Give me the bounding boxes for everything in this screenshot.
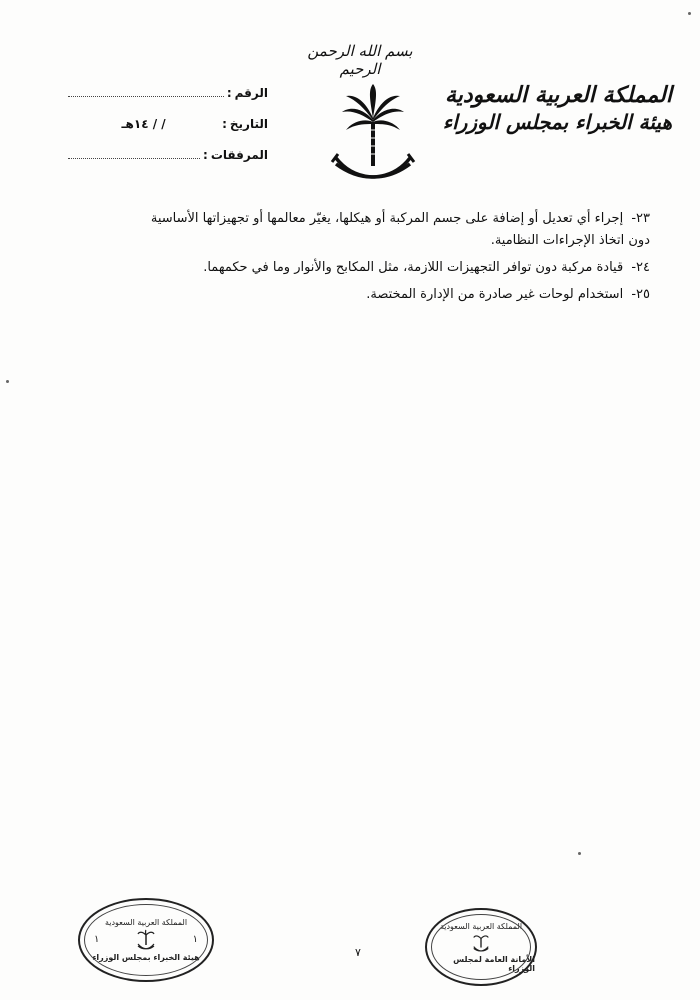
seal-bottom-text: هيئة الخبراء بمجلس الوزراء bbox=[92, 953, 200, 962]
list-item bbox=[70, 208, 650, 252]
date-value: / / ١٤هـ bbox=[121, 117, 166, 131]
scan-artifact bbox=[6, 380, 9, 383]
item-number: ٢٤- bbox=[631, 260, 650, 275]
list-item bbox=[70, 284, 650, 306]
seal-number: ١ bbox=[94, 934, 100, 945]
date-label: التاريخ bbox=[229, 117, 268, 131]
seal-emblem-icon bbox=[135, 929, 157, 951]
attachments-label: المرفقات bbox=[210, 148, 268, 162]
official-seal-left bbox=[78, 898, 214, 982]
seal-bottom-text: الأمانة العامة لمجلس الوزراء bbox=[453, 954, 535, 973]
reference-block bbox=[68, 86, 268, 179]
official-seal-right bbox=[425, 908, 537, 986]
number-label: الرقم bbox=[234, 86, 268, 100]
attachments-field bbox=[68, 148, 200, 159]
kingdom-name: المملكة العربية السعودية bbox=[444, 82, 672, 108]
item-text: إجراء أي تعديل أو إضافة على جسم المركبة أو هيكلها، يغيّر معالمها أو تجهيزاتها الأساسية bbox=[150, 211, 624, 226]
date-row: التاريخ : / / ١٤هـ bbox=[68, 117, 268, 148]
document-body bbox=[70, 208, 650, 311]
item-text: قيادة مركبة دون توافر التجهيزات اللازمة، مثل المكابح والأنوار وما في حكمهما. bbox=[203, 260, 624, 275]
item-number: ٢٣- bbox=[631, 211, 650, 226]
authority-name: هيئة الخبراء بمجلس الوزراء bbox=[442, 110, 672, 134]
saudi-emblem-icon bbox=[328, 78, 418, 188]
attachments-row: المرفقات : bbox=[68, 148, 268, 179]
seal-number: ١ bbox=[192, 934, 198, 945]
number-row: الرقم : bbox=[68, 86, 268, 117]
scan-artifact bbox=[688, 12, 691, 15]
seal-top-text: المملكة العربية السعودية bbox=[439, 921, 523, 931]
page-number: ٧ bbox=[355, 946, 361, 959]
seal-emblem-icon bbox=[471, 933, 491, 953]
item-number: ٢٥- bbox=[631, 287, 650, 302]
letterhead-title bbox=[422, 82, 672, 134]
number-field bbox=[68, 86, 224, 97]
item-text: استخدام لوحات غير صادرة من الإدارة المختصة. bbox=[366, 287, 624, 302]
seal-top-text: المملكة العربية السعودية bbox=[104, 918, 188, 927]
scan-artifact bbox=[578, 852, 581, 855]
basmala: بسم الله الرحمن الرحيم bbox=[307, 42, 413, 78]
item-continuation: دون اتخاذ الإجراءات النظامية. bbox=[490, 233, 650, 248]
list-item bbox=[70, 257, 650, 279]
